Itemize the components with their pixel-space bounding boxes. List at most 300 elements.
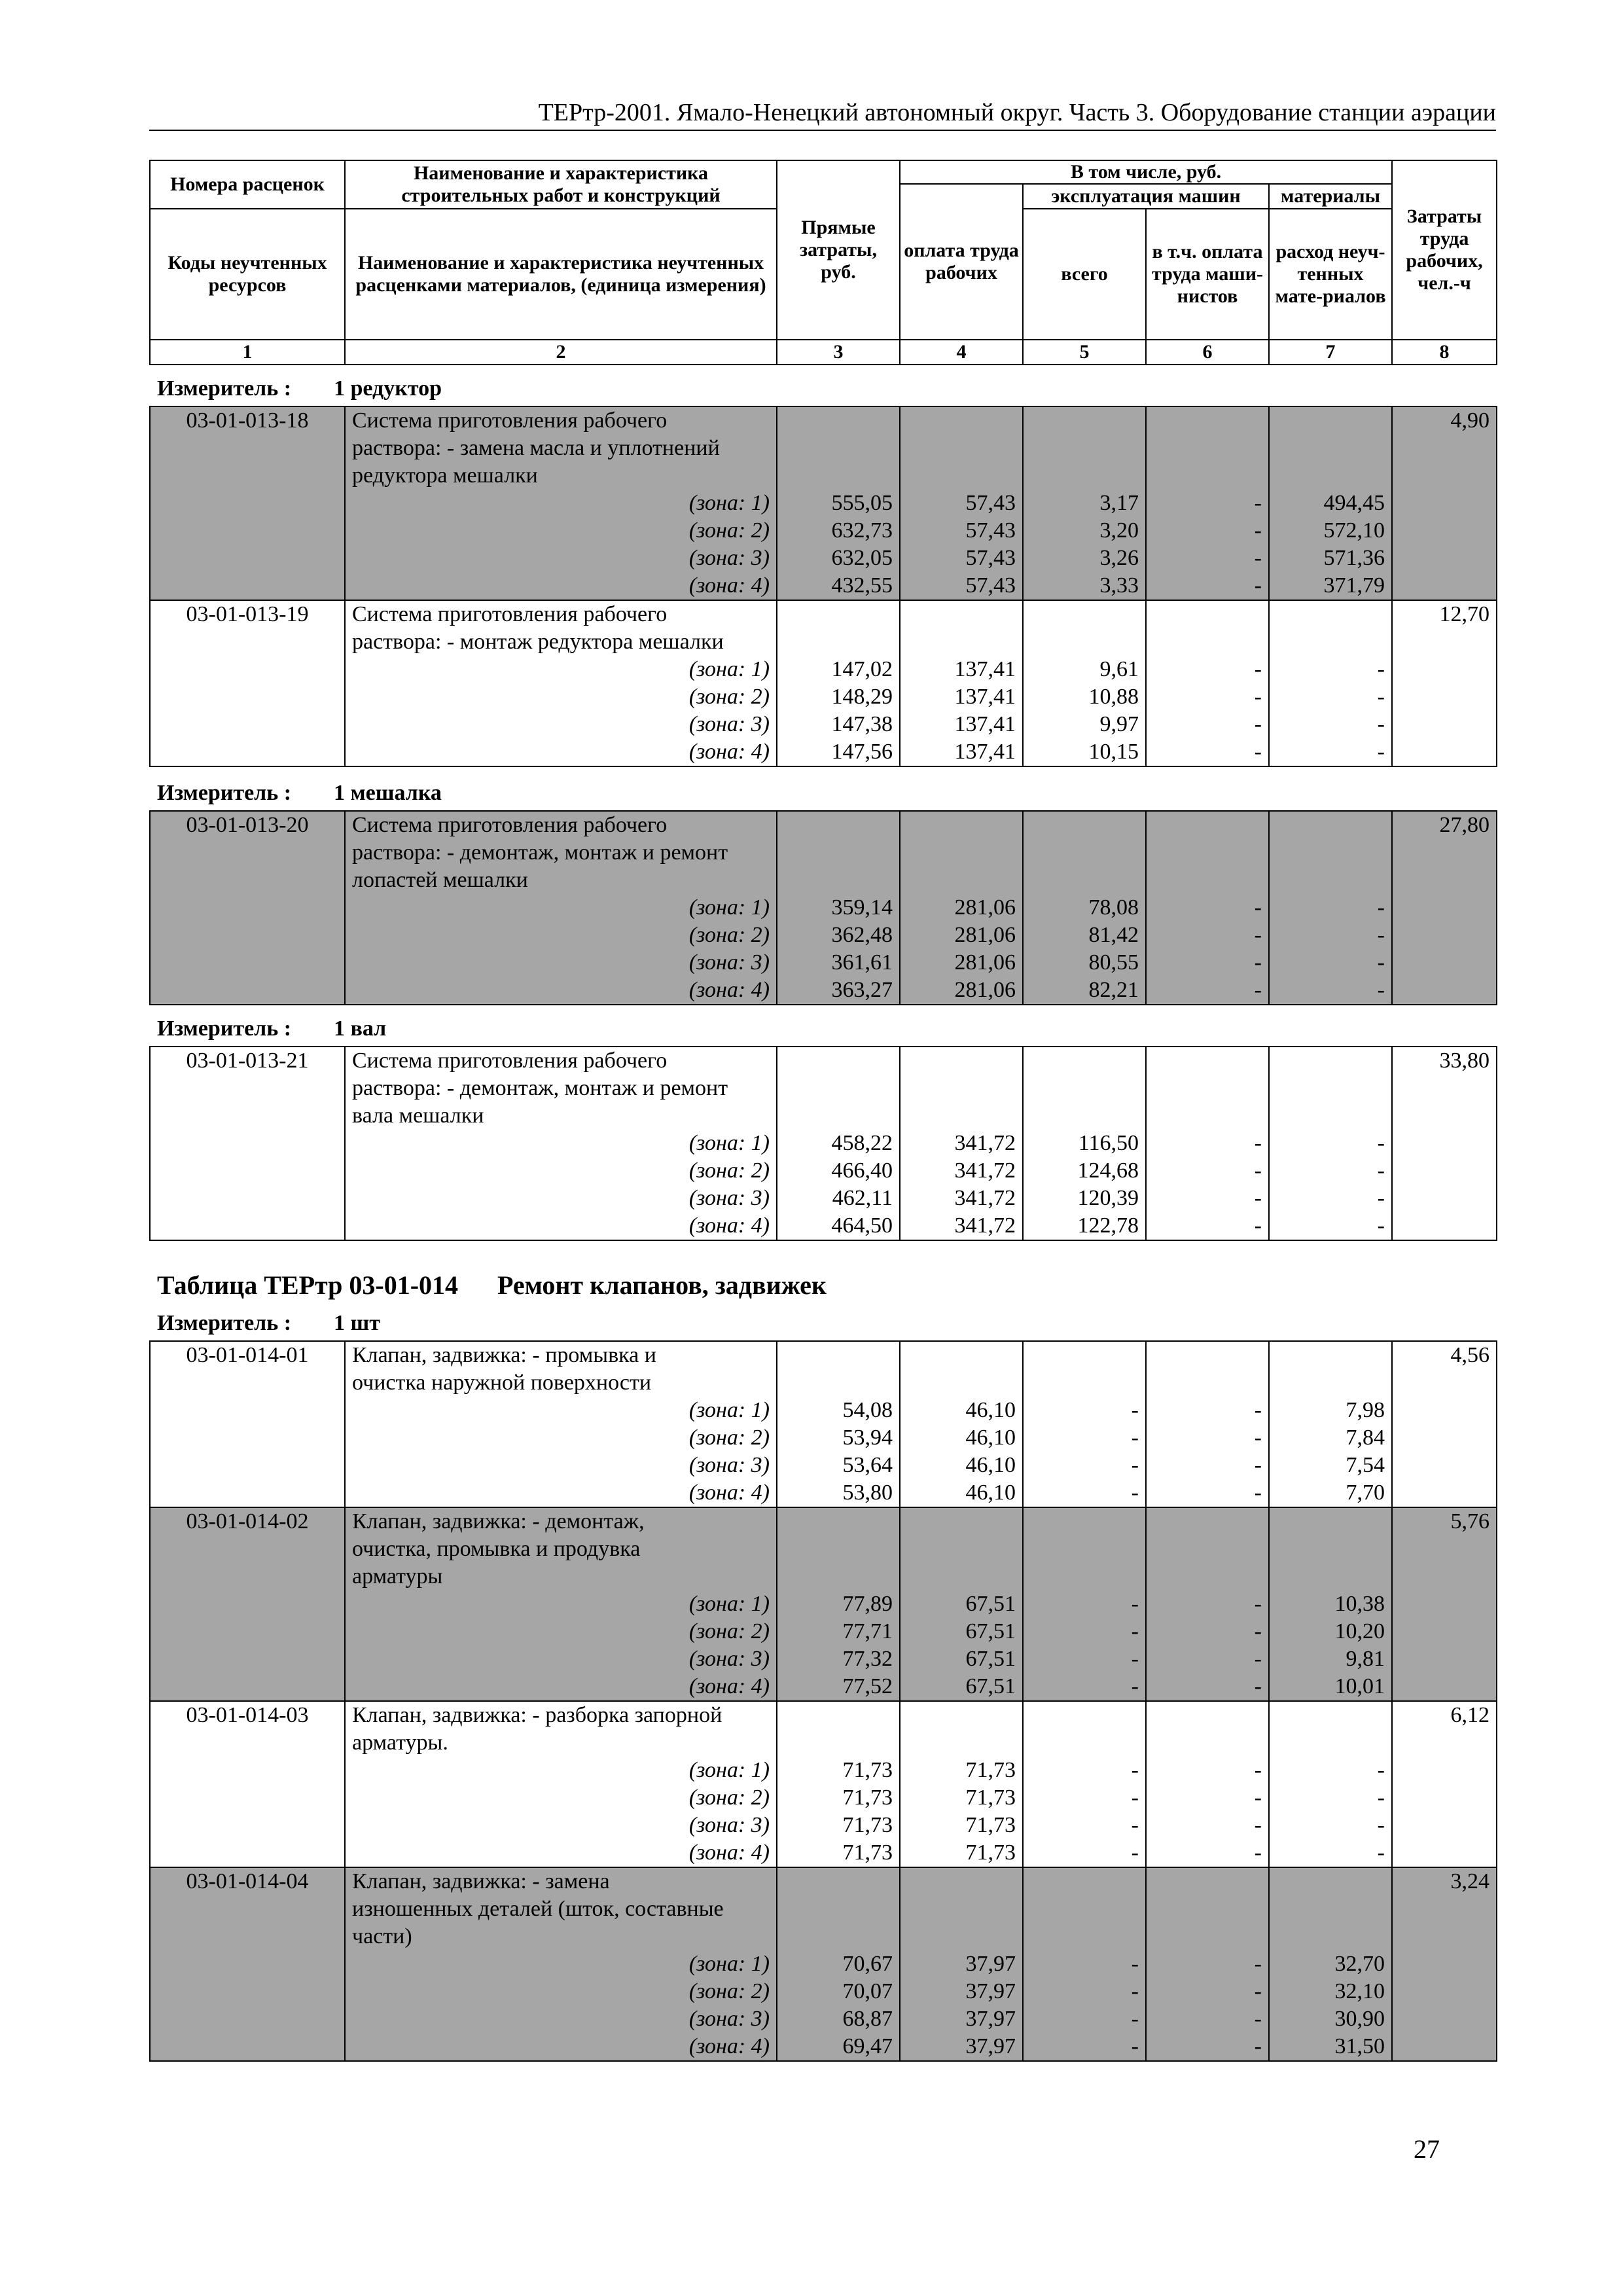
table-row bbox=[150, 1701, 1497, 1729]
direct-cost-cell bbox=[777, 839, 900, 867]
operator-pay-cell bbox=[1146, 1867, 1269, 1895]
operator-pay-cell bbox=[1146, 1369, 1269, 1397]
direct-cost-cell: 362,48 bbox=[777, 922, 900, 949]
table-row bbox=[150, 517, 1497, 545]
zone-label: (зона: 2) bbox=[345, 1784, 777, 1812]
machines-cell bbox=[1023, 1535, 1146, 1563]
worker-pay-cell bbox=[900, 628, 1023, 656]
operator-pay-cell: - bbox=[1146, 1784, 1269, 1812]
rate-code: 03-01-013-21 bbox=[150, 1047, 345, 1240]
work-description: раствора: - демонтаж, монтаж и ремонт bbox=[345, 1075, 777, 1102]
worker-pay-cell bbox=[900, 1563, 1023, 1590]
rates-table bbox=[149, 1340, 1497, 2062]
direct-cost-cell: 68,87 bbox=[777, 2005, 900, 2033]
zone-label: (зона: 2) bbox=[345, 1618, 777, 1645]
worker-pay-cell: 46,10 bbox=[900, 1424, 1023, 1452]
work-description: Система приготовления рабочего bbox=[345, 600, 777, 628]
machines-cell: - bbox=[1023, 1424, 1146, 1452]
direct-cost-cell bbox=[777, 1563, 900, 1590]
table-row bbox=[150, 545, 1497, 572]
direct-cost-cell: 71,73 bbox=[777, 1757, 900, 1784]
operator-pay-cell: - bbox=[1146, 1212, 1269, 1240]
worker-pay-cell bbox=[900, 1047, 1023, 1075]
machines-cell bbox=[1023, 1369, 1146, 1397]
machines-cell: - bbox=[1023, 1479, 1146, 1507]
table-row bbox=[150, 1645, 1497, 1673]
machines-cell: 9,97 bbox=[1023, 711, 1146, 738]
materials-cell bbox=[1269, 628, 1392, 656]
worker-pay-cell bbox=[900, 1341, 1023, 1369]
header-including: В том числе, руб. bbox=[900, 160, 1392, 184]
operator-pay-cell bbox=[1146, 1047, 1269, 1075]
direct-cost-cell: 361,61 bbox=[777, 949, 900, 977]
measure-label: Измеритель : bbox=[157, 781, 292, 805]
zone-label: (зона: 2) bbox=[345, 517, 777, 545]
machines-cell: 116,50 bbox=[1023, 1130, 1146, 1157]
table-row bbox=[150, 811, 1497, 839]
zone-label: (зона: 3) bbox=[345, 949, 777, 977]
zone-label: (зона: 1) bbox=[345, 1590, 777, 1618]
work-description: раствора: - демонтаж, монтаж и ремонт bbox=[345, 839, 777, 867]
labor-cost: 3,24 bbox=[1392, 1867, 1497, 2061]
materials-cell: 7,70 bbox=[1269, 1479, 1392, 1507]
worker-pay-cell: 46,10 bbox=[900, 1479, 1023, 1507]
table-name: Ремонт клапанов, задвижек bbox=[497, 1270, 827, 1300]
operator-pay-cell: - bbox=[1146, 1839, 1269, 1867]
materials-cell bbox=[1269, 1102, 1392, 1130]
operator-pay-cell: - bbox=[1146, 1157, 1269, 1185]
rate-code: 03-01-014-03 bbox=[150, 1701, 345, 1867]
table-row bbox=[150, 1397, 1497, 1424]
table-row bbox=[150, 738, 1497, 766]
table-row bbox=[150, 1812, 1497, 1839]
operator-pay-cell bbox=[1146, 1895, 1269, 1923]
materials-cell: 10,01 bbox=[1269, 1673, 1392, 1701]
operator-pay-cell bbox=[1146, 435, 1269, 462]
materials-cell: - bbox=[1269, 1157, 1392, 1185]
header-work-name: Наименование и характеристика строительных работ и конструкций bbox=[345, 160, 777, 209]
worker-pay-cell bbox=[900, 1369, 1023, 1397]
column-number: 3 bbox=[777, 340, 900, 365]
materials-cell: 7,98 bbox=[1269, 1397, 1392, 1424]
table-row bbox=[150, 2005, 1497, 2033]
column-number-row bbox=[150, 340, 1497, 365]
direct-cost-cell: 77,71 bbox=[777, 1618, 900, 1645]
machines-cell bbox=[1023, 462, 1146, 490]
zone-label: (зона: 1) bbox=[345, 1757, 777, 1784]
table-row bbox=[150, 628, 1497, 656]
table-row bbox=[150, 1479, 1497, 1507]
worker-pay-cell: 57,43 bbox=[900, 545, 1023, 572]
worker-pay-cell: 37,97 bbox=[900, 2005, 1023, 2033]
running-header: ТЕРтр-2001. Ямало-Ненецкий автономный округ. Часть 3. Оборудование станции аэрации bbox=[149, 98, 1496, 131]
operator-pay-cell: - bbox=[1146, 1645, 1269, 1673]
worker-pay-cell bbox=[900, 1535, 1023, 1563]
operator-pay-cell bbox=[1146, 811, 1269, 839]
zone-label: (зона: 2) bbox=[345, 922, 777, 949]
worker-pay-cell: 46,10 bbox=[900, 1452, 1023, 1479]
work-description: очистка, промывка и продувка bbox=[345, 1535, 777, 1563]
measure-unit: 1 редуктор bbox=[334, 376, 442, 401]
direct-cost-cell bbox=[777, 867, 900, 894]
operator-pay-cell: - bbox=[1146, 517, 1269, 545]
table-row bbox=[150, 711, 1497, 738]
operator-pay-cell bbox=[1146, 867, 1269, 894]
table-row bbox=[150, 1130, 1497, 1157]
direct-cost-cell bbox=[777, 1701, 900, 1729]
machines-cell bbox=[1023, 600, 1146, 628]
machines-cell: - bbox=[1023, 1397, 1146, 1424]
worker-pay-cell: 37,97 bbox=[900, 1950, 1023, 1978]
table-row bbox=[150, 1867, 1497, 1895]
worker-pay-cell: 46,10 bbox=[900, 1397, 1023, 1424]
materials-cell: 31,50 bbox=[1269, 2033, 1392, 2061]
direct-cost-cell: 53,94 bbox=[777, 1424, 900, 1452]
operator-pay-cell: - bbox=[1146, 656, 1269, 683]
operator-pay-cell: - bbox=[1146, 1590, 1269, 1618]
operator-pay-cell: - bbox=[1146, 738, 1269, 766]
materials-cell bbox=[1269, 1341, 1392, 1369]
worker-pay-cell: 341,72 bbox=[900, 1185, 1023, 1212]
direct-cost-cell bbox=[777, 1535, 900, 1563]
labor-cost: 4,56 bbox=[1392, 1341, 1497, 1507]
machines-cell: - bbox=[1023, 1757, 1146, 1784]
worker-pay-cell: 281,06 bbox=[900, 977, 1023, 1005]
table-row bbox=[150, 1102, 1497, 1130]
worker-pay-cell: 67,51 bbox=[900, 1590, 1023, 1618]
column-number: 5 bbox=[1023, 340, 1146, 365]
rate-code: 03-01-014-02 bbox=[150, 1507, 345, 1701]
header-material-name: Наименование и характеристика неучтенных расценками материалов, (единица измерения) bbox=[345, 209, 777, 340]
direct-cost-cell: 632,05 bbox=[777, 545, 900, 572]
table-number: Таблица ТЕРтр 03-01-014 bbox=[157, 1270, 459, 1300]
materials-cell: 10,20 bbox=[1269, 1618, 1392, 1645]
worker-pay-cell bbox=[900, 462, 1023, 490]
machines-cell: - bbox=[1023, 1812, 1146, 1839]
operator-pay-cell: - bbox=[1146, 1757, 1269, 1784]
machines-cell: - bbox=[1023, 1784, 1146, 1812]
machines-cell bbox=[1023, 1341, 1146, 1369]
materials-cell: - bbox=[1269, 1757, 1392, 1784]
direct-cost-cell: 77,32 bbox=[777, 1645, 900, 1673]
machines-cell: - bbox=[1023, 1590, 1146, 1618]
direct-cost-cell bbox=[777, 435, 900, 462]
header-labor-cost: Затраты труда рабочих, чел.-ч bbox=[1392, 160, 1497, 340]
direct-cost-cell: 147,38 bbox=[777, 711, 900, 738]
worker-pay-cell bbox=[900, 1075, 1023, 1102]
operator-pay-cell: - bbox=[1146, 1185, 1269, 1212]
work-description: Система приготовления рабочего bbox=[345, 1047, 777, 1075]
machines-cell bbox=[1023, 1075, 1146, 1102]
direct-cost-cell: 71,73 bbox=[777, 1784, 900, 1812]
table-row bbox=[150, 1950, 1497, 1978]
table-row bbox=[150, 1895, 1497, 1923]
work-description: раствора: - замена масла и уплотнений bbox=[345, 435, 777, 462]
machines-cell: 10,15 bbox=[1023, 738, 1146, 766]
materials-cell: - bbox=[1269, 949, 1392, 977]
worker-pay-cell: 71,73 bbox=[900, 1812, 1023, 1839]
machines-cell: 124,68 bbox=[1023, 1157, 1146, 1185]
direct-cost-cell bbox=[777, 1923, 900, 1950]
direct-cost-cell: 70,67 bbox=[777, 1950, 900, 1978]
table-row bbox=[150, 1535, 1497, 1563]
operator-pay-cell bbox=[1146, 406, 1269, 435]
work-description: части) bbox=[345, 1923, 777, 1950]
machines-cell: 82,21 bbox=[1023, 977, 1146, 1005]
worker-pay-cell bbox=[900, 1729, 1023, 1757]
direct-cost-cell: 432,55 bbox=[777, 572, 900, 600]
table-row bbox=[150, 1452, 1497, 1479]
table-row bbox=[150, 949, 1497, 977]
worker-pay-cell: 281,06 bbox=[900, 922, 1023, 949]
machines-cell: 10,88 bbox=[1023, 683, 1146, 711]
labor-cost: 12,70 bbox=[1392, 600, 1497, 766]
machines-cell: 3,26 bbox=[1023, 545, 1146, 572]
operator-pay-cell bbox=[1146, 628, 1269, 656]
machines-cell: 122,78 bbox=[1023, 1212, 1146, 1240]
materials-cell bbox=[1269, 1075, 1392, 1102]
table-row bbox=[150, 1978, 1497, 2005]
zone-label: (зона: 3) bbox=[345, 1812, 777, 1839]
table-row bbox=[150, 922, 1497, 949]
machines-cell bbox=[1023, 867, 1146, 894]
materials-cell: - bbox=[1269, 738, 1392, 766]
table-row bbox=[150, 1784, 1497, 1812]
machines-cell bbox=[1023, 1507, 1146, 1535]
zone-label: (зона: 1) bbox=[345, 656, 777, 683]
labor-cost: 27,80 bbox=[1392, 811, 1497, 1005]
direct-cost-cell: 77,52 bbox=[777, 1673, 900, 1701]
materials-cell bbox=[1269, 811, 1392, 839]
zone-label: (зона: 1) bbox=[345, 1950, 777, 1978]
table-row bbox=[150, 2033, 1497, 2061]
machines-cell: - bbox=[1023, 1452, 1146, 1479]
machines-cell: 3,33 bbox=[1023, 572, 1146, 600]
worker-pay-cell bbox=[900, 839, 1023, 867]
machines-cell bbox=[1023, 1895, 1146, 1923]
table-row bbox=[150, 1157, 1497, 1185]
worker-pay-cell bbox=[900, 1867, 1023, 1895]
zone-label: (зона: 2) bbox=[345, 1978, 777, 2005]
zone-label: (зона: 1) bbox=[345, 490, 777, 517]
materials-cell bbox=[1269, 867, 1392, 894]
direct-cost-cell: 363,27 bbox=[777, 977, 900, 1005]
measure-unit: 1 вал bbox=[334, 1016, 387, 1041]
rate-code: 03-01-014-04 bbox=[150, 1867, 345, 2061]
machines-cell: - bbox=[1023, 2033, 1146, 2061]
worker-pay-cell bbox=[900, 1895, 1023, 1923]
direct-cost-cell bbox=[777, 1341, 900, 1369]
table-row bbox=[150, 1923, 1497, 1950]
direct-cost-cell bbox=[777, 1102, 900, 1130]
worker-pay-cell: 281,06 bbox=[900, 949, 1023, 977]
column-number: 6 bbox=[1146, 340, 1269, 365]
table-row bbox=[150, 1590, 1497, 1618]
worker-pay-cell: 137,41 bbox=[900, 683, 1023, 711]
operator-pay-cell bbox=[1146, 1701, 1269, 1729]
materials-cell bbox=[1269, 1867, 1392, 1895]
machines-cell: 3,20 bbox=[1023, 517, 1146, 545]
direct-cost-cell bbox=[777, 1895, 900, 1923]
header-machines-total: всего bbox=[1023, 209, 1146, 340]
materials-cell: - bbox=[1269, 922, 1392, 949]
operator-pay-cell: - bbox=[1146, 922, 1269, 949]
direct-cost-cell bbox=[777, 1047, 900, 1075]
direct-cost-cell: 69,47 bbox=[777, 2033, 900, 2061]
materials-cell: - bbox=[1269, 1839, 1392, 1867]
table-row bbox=[150, 1563, 1497, 1590]
operator-pay-cell: - bbox=[1146, 1618, 1269, 1645]
machines-cell bbox=[1023, 1102, 1146, 1130]
materials-cell bbox=[1269, 1563, 1392, 1590]
zone-label: (зона: 4) bbox=[345, 1839, 777, 1867]
work-description: Клапан, задвижка: - демонтаж, bbox=[345, 1507, 777, 1535]
worker-pay-cell bbox=[900, 1102, 1023, 1130]
worker-pay-cell bbox=[900, 1701, 1023, 1729]
direct-cost-cell: 464,50 bbox=[777, 1212, 900, 1240]
work-description: Клапан, задвижка: - разборка запорной bbox=[345, 1701, 777, 1729]
operator-pay-cell bbox=[1146, 1923, 1269, 1950]
header-materials: материалы bbox=[1269, 184, 1392, 209]
materials-cell bbox=[1269, 406, 1392, 435]
worker-pay-cell: 341,72 bbox=[900, 1130, 1023, 1157]
zone-label: (зона: 1) bbox=[345, 1397, 777, 1424]
machines-cell bbox=[1023, 435, 1146, 462]
measure-label: Измеритель : bbox=[157, 1016, 292, 1041]
machines-cell bbox=[1023, 811, 1146, 839]
table-row bbox=[150, 1369, 1497, 1397]
machines-cell bbox=[1023, 1047, 1146, 1075]
table-row bbox=[150, 977, 1497, 1005]
direct-cost-cell: 54,08 bbox=[777, 1397, 900, 1424]
measure-unit: 1 мешалка bbox=[334, 781, 442, 805]
operator-pay-cell: - bbox=[1146, 683, 1269, 711]
operator-pay-cell: - bbox=[1146, 1978, 1269, 2005]
direct-cost-cell: 466,40 bbox=[777, 1157, 900, 1185]
zone-label: (зона: 3) bbox=[345, 2005, 777, 2033]
direct-cost-cell: 71,73 bbox=[777, 1812, 900, 1839]
work-description: вала мешалки bbox=[345, 1102, 777, 1130]
machines-cell: - bbox=[1023, 2005, 1146, 2033]
materials-cell: - bbox=[1269, 1812, 1392, 1839]
labor-cost: 4,90 bbox=[1392, 406, 1497, 600]
zone-label: (зона: 3) bbox=[345, 711, 777, 738]
table-row bbox=[150, 462, 1497, 490]
operator-pay-cell: - bbox=[1146, 977, 1269, 1005]
direct-cost-cell: 148,29 bbox=[777, 683, 900, 711]
table-row bbox=[150, 1075, 1497, 1102]
worker-pay-cell: 57,43 bbox=[900, 517, 1023, 545]
table-row bbox=[150, 1424, 1497, 1452]
operator-pay-cell bbox=[1146, 839, 1269, 867]
materials-cell: 494,45 bbox=[1269, 490, 1392, 517]
work-description: арматуры bbox=[345, 1563, 777, 1590]
measure-line bbox=[157, 780, 442, 806]
labor-cost: 6,12 bbox=[1392, 1701, 1497, 1867]
materials-cell: - bbox=[1269, 1130, 1392, 1157]
work-description: очистка наружной поверхности bbox=[345, 1369, 777, 1397]
direct-cost-cell: 71,73 bbox=[777, 1839, 900, 1867]
direct-cost-cell bbox=[777, 628, 900, 656]
direct-cost-cell: 555,05 bbox=[777, 490, 900, 517]
worker-pay-cell bbox=[900, 600, 1023, 628]
operator-pay-cell bbox=[1146, 462, 1269, 490]
work-description: Система приготовления рабочего bbox=[345, 811, 777, 839]
materials-cell bbox=[1269, 435, 1392, 462]
direct-cost-cell: 70,07 bbox=[777, 1978, 900, 2005]
table-row bbox=[150, 406, 1497, 435]
measure-line bbox=[157, 1016, 387, 1042]
operator-pay-cell: - bbox=[1146, 1452, 1269, 1479]
machines-cell: 9,61 bbox=[1023, 656, 1146, 683]
column-number: 4 bbox=[900, 340, 1023, 365]
rates-table bbox=[149, 810, 1497, 1005]
table-row bbox=[150, 1757, 1497, 1784]
direct-cost-cell bbox=[777, 1369, 900, 1397]
worker-pay-cell bbox=[900, 867, 1023, 894]
table-row bbox=[150, 1839, 1497, 1867]
table-row bbox=[150, 435, 1497, 462]
measure-line bbox=[157, 376, 442, 402]
work-description: Клапан, задвижка: - замена bbox=[345, 1867, 777, 1895]
materials-cell: 371,79 bbox=[1269, 572, 1392, 600]
operator-pay-cell bbox=[1146, 1507, 1269, 1535]
machines-cell: 81,42 bbox=[1023, 922, 1146, 949]
worker-pay-cell: 137,41 bbox=[900, 656, 1023, 683]
zone-label: (зона: 3) bbox=[345, 1645, 777, 1673]
materials-cell: - bbox=[1269, 656, 1392, 683]
measure-label: Измеритель : bbox=[157, 1311, 292, 1335]
operator-pay-cell: - bbox=[1146, 1673, 1269, 1701]
table-row bbox=[150, 1047, 1497, 1075]
zone-label: (зона: 4) bbox=[345, 1479, 777, 1507]
materials-cell bbox=[1269, 1507, 1392, 1535]
direct-cost-cell bbox=[777, 1507, 900, 1535]
rates-table bbox=[149, 1046, 1497, 1241]
materials-cell: - bbox=[1269, 683, 1392, 711]
zone-label: (зона: 4) bbox=[345, 1212, 777, 1240]
zone-label: (зона: 3) bbox=[345, 1185, 777, 1212]
operator-pay-cell: - bbox=[1146, 711, 1269, 738]
machines-cell: 80,55 bbox=[1023, 949, 1146, 977]
header-worker-pay: оплата труда рабочих bbox=[900, 184, 1023, 340]
work-description: редуктора мешалки bbox=[345, 462, 777, 490]
operator-pay-cell bbox=[1146, 1075, 1269, 1102]
table-row bbox=[150, 683, 1497, 711]
operator-pay-cell: - bbox=[1146, 2033, 1269, 2061]
table-row bbox=[150, 490, 1497, 517]
worker-pay-cell bbox=[900, 811, 1023, 839]
work-description: изношенных деталей (шток, составные bbox=[345, 1895, 777, 1923]
worker-pay-cell: 341,72 bbox=[900, 1212, 1023, 1240]
column-number: 2 bbox=[345, 340, 777, 365]
column-number: 7 bbox=[1269, 340, 1392, 365]
labor-cost: 33,80 bbox=[1392, 1047, 1497, 1240]
zone-label: (зона: 4) bbox=[345, 977, 777, 1005]
labor-cost: 5,76 bbox=[1392, 1507, 1497, 1701]
table-row bbox=[150, 867, 1497, 894]
operator-pay-cell: - bbox=[1146, 1950, 1269, 1978]
header-resource-codes: Коды неучтенных ресурсов bbox=[150, 209, 345, 340]
rate-code: 03-01-014-01 bbox=[150, 1341, 345, 1507]
direct-cost-cell: 632,73 bbox=[777, 517, 900, 545]
column-number: 1 bbox=[150, 340, 345, 365]
machines-cell: 78,08 bbox=[1023, 894, 1146, 922]
worker-pay-cell bbox=[900, 435, 1023, 462]
worker-pay-cell: 37,97 bbox=[900, 1978, 1023, 2005]
table-row bbox=[150, 1212, 1497, 1240]
worker-pay-cell: 57,43 bbox=[900, 490, 1023, 517]
